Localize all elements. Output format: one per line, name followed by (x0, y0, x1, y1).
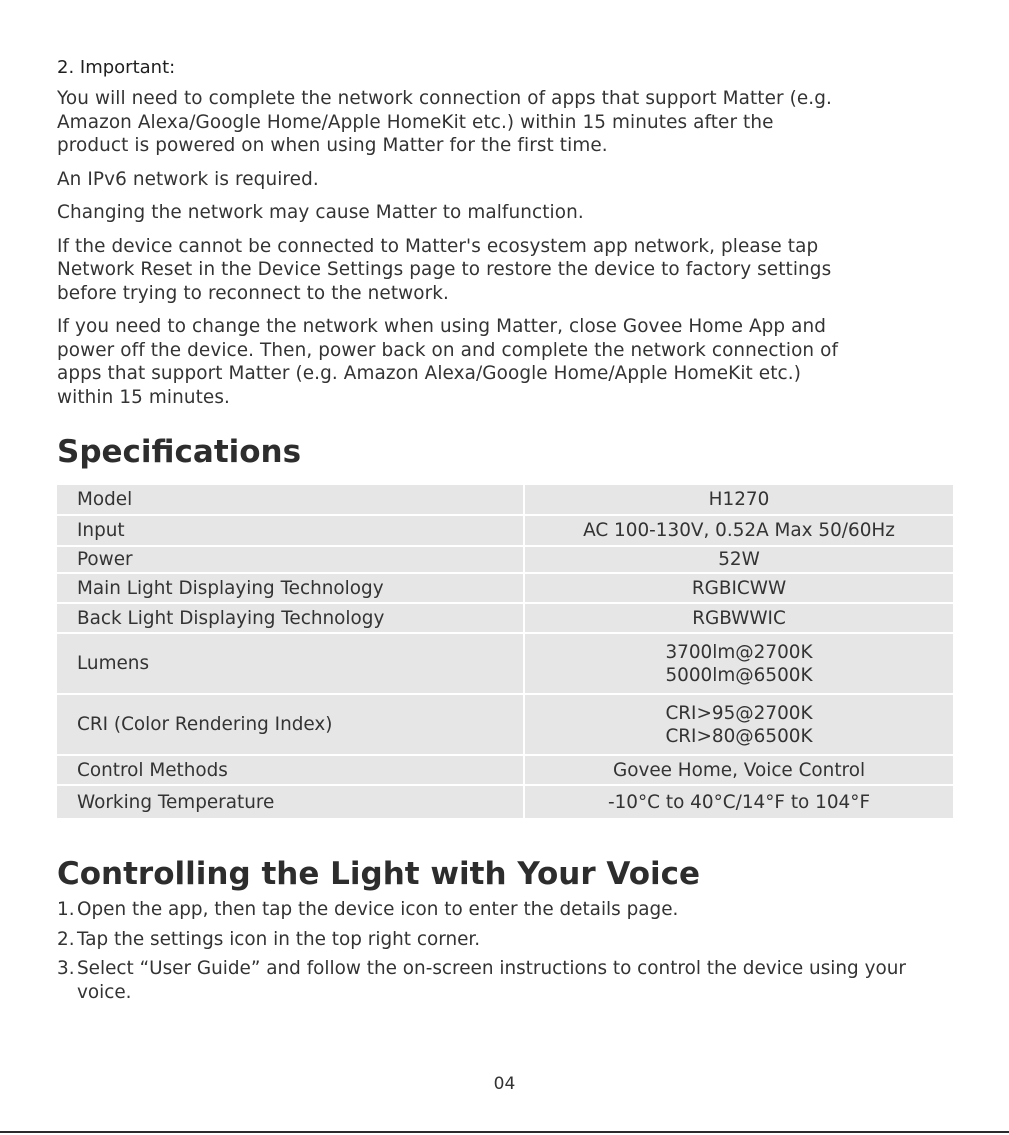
important-paragraph-3: Changing the network may cause Matter to malfunction. (57, 202, 584, 223)
table-row (57, 516, 953, 545)
table-row (57, 634, 953, 693)
table-row (57, 604, 953, 632)
spec-value: 52W (523, 547, 953, 572)
spec-value: AC 100-130V, 0.52A Max 50/60Hz (523, 516, 953, 545)
spec-label: Input (57, 516, 523, 545)
table-row (57, 485, 953, 514)
specifications-table (57, 483, 953, 820)
step-text: Open the app, then tap the device icon to enter the details page. (77, 899, 679, 920)
bottom-divider (0, 1131, 1009, 1133)
document-page (57, 56, 953, 1010)
important-paragraph-4: If the device cannot be connected to Matter's ecosystem app network, please tap Network Reset in the Device Settings page to restore the device to factory settings before trying to reconnect to the network. (57, 235, 832, 304)
step-number: 1. (57, 899, 75, 920)
spec-value: H1270 (523, 485, 953, 514)
step-number: 3. (57, 958, 75, 979)
step-text: Tap the settings icon in the top right corner. (77, 928, 481, 950)
spec-value: -10°C to 40°C/14°F to 104°F (523, 786, 953, 818)
spec-value: CRI>95@2700K CRI>80@6500K (523, 695, 953, 754)
important-paragraph-1: You will need to complete the network connection of apps that support Matter (e.g. Amazon Alexa/Google Home/Apple HomeKit etc.) within 15 minutes after the product is powered on when using Matter for the first time. (57, 88, 832, 156)
spec-value: Govee Home, Voice Control (523, 756, 953, 784)
spec-label: CRI (Color Rendering Index) (57, 695, 523, 754)
spec-value: 3700lm@2700K 5000lm@6500K (523, 634, 953, 693)
spec-label: Main Light Displaying Technology (57, 574, 523, 602)
table-row (57, 756, 953, 784)
voice-control-title: Controlling the Light with Your Voice (57, 856, 701, 892)
spec-label: Model (57, 485, 523, 514)
table-row (57, 547, 953, 572)
table-row (57, 574, 953, 602)
important-paragraph-2: An IPv6 network is required. (57, 168, 319, 190)
list-item (57, 898, 953, 922)
important-heading: 2. Important: (57, 57, 176, 78)
voice-steps-list (57, 898, 953, 1004)
list-item (57, 957, 953, 1004)
specifications-title: Specifications (57, 434, 302, 470)
spec-label: Power (57, 547, 523, 572)
spec-label: Control Methods (57, 756, 523, 784)
important-paragraph-5: If you need to change the network when using Matter, close Govee Home App and power off the device. Then, power back on and complete the network connection of apps that support Matter (e.g. Amazon Alexa/Google Home/Apple HomeKit etc.) within 15 minutes. (57, 316, 839, 408)
table-row (57, 786, 953, 818)
list-item (57, 928, 953, 952)
spec-label: Back Light Displaying Technology (57, 604, 523, 632)
page-number: 04 (493, 1074, 516, 1094)
step-number: 2. (57, 928, 75, 950)
spec-label: Lumens (57, 634, 523, 693)
table-row (57, 695, 953, 754)
spec-label: Working Temperature (57, 786, 523, 818)
step-text: Select “User Guide” and follow the on-screen instructions to control the device using your voice. (77, 958, 906, 1003)
spec-value: RGBICWW (523, 574, 953, 602)
spec-value: RGBWWIC (523, 604, 953, 632)
